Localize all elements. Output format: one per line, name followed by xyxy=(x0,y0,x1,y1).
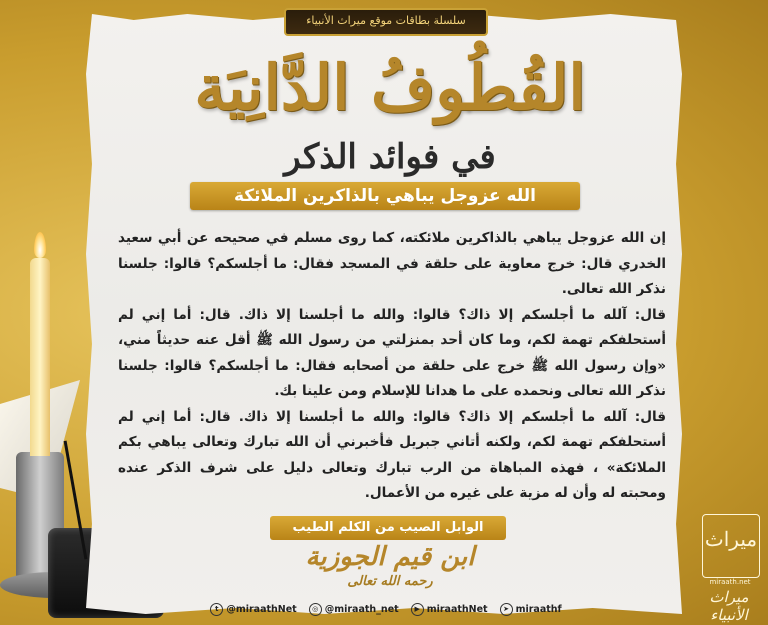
social-link-twitter[interactable]: t @miraathNet xyxy=(210,603,296,616)
author-signature xyxy=(290,540,490,594)
series-banner: سلسلة بطاقات موقع ميراث الأنبياء xyxy=(284,8,488,36)
paragraph: إن الله عزوجل يباهي بالذاكرين ملائكته، كما روى مسلم في صحيحه عن أبي سعيد الخدري قال: خرج معاوية على حلقة في المسجد فقال: ما أجلسكم؟ قالوا: جلسنا نذكر الله تعالى. xyxy=(118,230,666,297)
logo-emblem: ميراث xyxy=(702,514,760,578)
candle-illustration xyxy=(30,258,50,456)
body-text xyxy=(118,226,666,526)
section-heading: الله عزوجل يباهي بالذاكرين الملائكة xyxy=(190,182,580,210)
twitter-icon: t xyxy=(210,603,223,616)
instagram-icon: ◎ xyxy=(309,603,322,616)
page-title: القُطُوفُ الدَّانِيَة xyxy=(194,51,586,124)
author-prayer: رحمه الله تعالى xyxy=(347,574,433,589)
telegram-icon: ➤ xyxy=(500,603,513,616)
social-link-youtube[interactable]: ▶ miraathNet xyxy=(411,603,488,616)
social-links xyxy=(215,600,562,618)
author-name: ابن قيم الجوزية xyxy=(305,542,475,572)
social-link-telegram[interactable]: ➤ miraathf xyxy=(500,603,562,616)
paragraph: قال: آلله ما أجلسكم إلا ذاك؟ قالوا: والله ما أجلسنا إلا ذاك. قال: أما إني لم أستحلفكم تهمة لكم، ولكنه أتاني جبريل فأخبرني أن الله تبارك وتعالى يباهي بكم الملائكة» ، فهذه المباهاة من الرب تبارك وتعالى دليل على شرف الذكر عنده ومحبته له وأن له مزية على غيره من الأعمال. xyxy=(118,408,666,501)
logo-name: ميراث الأنبياء xyxy=(709,588,749,624)
social-link-instagram[interactable]: ◎ @miraath_net xyxy=(309,603,399,616)
logo-url: miraath.net xyxy=(709,578,751,586)
page-subtitle: في فوائد الذكر xyxy=(284,137,496,177)
source-title: الوابل الصيب من الكلم الطيب xyxy=(270,516,506,540)
youtube-icon: ▶ xyxy=(411,603,424,616)
paragraph: قال: آلله ما أجلسكم إلا ذاك؟ قالوا: والله ما أجلسنا إلا ذاك. قال: أما إني لم أستحلفكم تهمة لكم، وما كان أحد بمنزلتي من رسول الله ﷺ أقل عنه حديثاً مني، «وإن رسول الله ﷺ خرج على حلقة من أصحابه فقال: ما أجلسكم؟ قالوا: جلسنا نذكر الله تعالى ونحمده على ما هدانا للإسلام ومن علينا بك. xyxy=(118,306,666,399)
